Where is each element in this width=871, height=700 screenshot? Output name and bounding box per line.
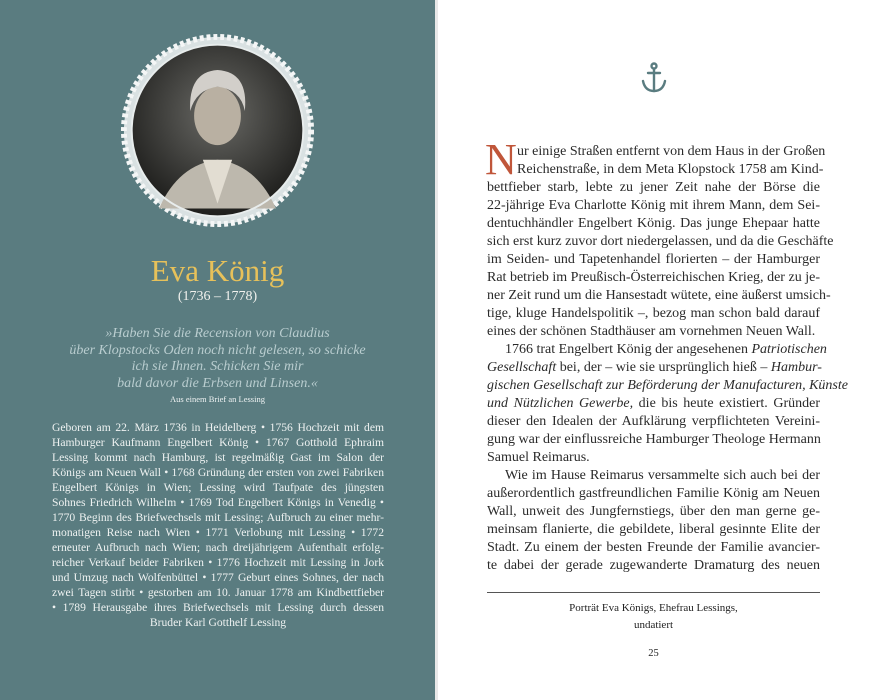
text: Wall, unweit des Jungfernstiegs, über den man gerne ge-: [487, 504, 820, 519]
body-line: [487, 521, 820, 539]
body-line: [487, 359, 820, 377]
body-line: [487, 467, 820, 485]
anchor-icon: [640, 62, 668, 94]
text: außerordentlich gastfreundlichen Familie König am Neuen: [487, 486, 820, 501]
text: dieser den Idealen der Aufklärung verpflichteten Vereini-: [487, 414, 820, 429]
bio-line: reicher Verkauf beider Fabriken • 1776 Hochzeit mit Lessing in Jork: [52, 556, 384, 569]
text: 22-jährige Eva Charlotte König mit ihrem Mann, dem Sei-: [487, 198, 820, 213]
italic-text: Hambur-: [770, 360, 822, 375]
quote-line: über Klopstocks Oden noch nicht gelesen, so schicke: [69, 342, 366, 358]
quote-line: »Haben Sie die Recension von Claudius: [105, 326, 330, 341]
body-line: [487, 341, 827, 359]
text: Wie im Hause Reimarus versammelte sich auch bei der: [505, 468, 820, 483]
body-line: [487, 431, 820, 449]
body-line: [487, 269, 820, 287]
text: meinsam flanierte, die gebildete, liberal gesinnte Elite der: [487, 522, 820, 537]
image-caption: [487, 600, 820, 634]
bio-line: und Umzug nach Wolfenbüttel • 1777 Geburt eines Sohnes, der nach: [52, 571, 384, 584]
text: tige, kluge Handelspolitik –, bezog man schon bald darauf: [487, 306, 820, 321]
bio-line: erneuter Aufbruch nach Wien; nach dreijährigem Aufenthalt erfolg-: [52, 541, 384, 554]
body-line: [487, 539, 820, 557]
italic-text: gischen Gesellschaft zur Beförderung der Manufacturen, Künste: [487, 378, 848, 393]
text: im Seiden- und Tapetenhandel florierten – der Hamburger: [487, 252, 820, 267]
caption-divider: [487, 592, 820, 593]
body-line: [487, 197, 820, 215]
body-line: [487, 413, 820, 431]
bio-line: 1770 Beginn des Briefwechsels mit Lessing; Aufbruch zu einer mehr-: [52, 511, 384, 524]
biography-timeline: [52, 420, 384, 630]
body-line: [487, 323, 820, 341]
quote-line: bald davor die Erbsen und Linsen.«: [117, 375, 318, 391]
text: eines der schönen Stadthäuser am vornehmen Neuen Wall.: [487, 324, 816, 339]
person-name: Eva König: [150, 253, 285, 288]
life-years: (1736 – 1778): [177, 289, 258, 304]
text: Reichenstraße, in dem Meta Klopstock 1758 am Kind-: [517, 162, 824, 177]
bio-line: monatigen Reise nach Wien • 1771 Verlobung mit Lessing • 1772: [52, 526, 384, 539]
body-line: [487, 161, 824, 179]
bio-line: Lessing kommt nach Hamburg, ist regelmäßig Gast im Salon der: [52, 451, 384, 464]
body-line: [487, 215, 820, 233]
body-line: [487, 305, 820, 323]
text: 1766 trat Engelbert König der angesehenen: [505, 342, 752, 357]
body-text: [485, 135, 848, 575]
body-line: [487, 233, 834, 251]
body-line: [487, 557, 820, 575]
text: te dabei der gerade zugewanderte Dramaturg des neuen: [487, 558, 820, 573]
body-line: [487, 287, 831, 305]
page-number: 25: [648, 648, 659, 659]
text: die bis heute existiert. Gründer: [633, 396, 820, 411]
italic-text: Patriotischen: [751, 342, 827, 357]
bio-line: Sohnes Friedrich Wilhelm • 1769 Tod Engelbert Königs in Venedig •: [52, 496, 384, 509]
bio-line: Engelbert Königs in Wien; Lessing wird Taufpate des jüngsten: [52, 481, 384, 494]
text: Samuel Reimarus.: [487, 450, 590, 465]
body-line: [487, 449, 820, 467]
text: Stadt. Zu einem der besten Freunde der Familie avancier-: [487, 540, 820, 555]
body-line: [487, 251, 820, 269]
bio-line: • 1789 Herausgabe ihres Briefwechsels mit Lessing durch dessen: [52, 601, 384, 614]
bio-line: Hamburger Kaufmann Engelbert König • 1767 Gotthold Ephraim: [52, 436, 384, 449]
body-line: [487, 503, 820, 521]
quote-source: Aus einem Brief an Lessing: [170, 394, 265, 404]
left-page: [0, 0, 435, 700]
body-line: [487, 377, 848, 395]
text: sich erst kurz zuvor dort niedergelassen, und da die Geschäfte: [487, 234, 834, 249]
text: ur einige Straßen entfernt von dem Haus in der Großen: [517, 144, 826, 159]
caption-line: undatiert: [633, 619, 674, 631]
bio-line: Geboren am 22. März 1736 in Heidelberg • 1756 Hochzeit mit dem: [52, 421, 384, 434]
quote-line: ich sie Ihnen. Schicken Sie mir: [131, 359, 304, 374]
bio-line: Königs am Neuen Wall • 1768 Gründung der ersten von zwei Fabriken: [52, 466, 384, 479]
text: bei, der – wie sie ursprünglich hieß –: [556, 360, 771, 375]
bio-line: zwei Tagen stirbt • gestorben am 10. Januar 1778 am Kindbettfieber: [52, 586, 384, 599]
portrait-image: [120, 33, 315, 228]
body-line: [487, 485, 820, 503]
text: ner Zeit rund um die Hansestadt wütete, eine äußerst umsich-: [487, 288, 831, 303]
text: gung war der einflussreiche Hamburger Theologe Hermann: [487, 432, 821, 447]
text: dentuchhändler Engelbert König. Das junge Ehepaar hatte: [487, 216, 820, 231]
body-line: [487, 395, 820, 413]
italic-text: Gesellschaft: [487, 360, 557, 375]
italic-text: und Nützlichen Gewerbe,: [487, 396, 634, 411]
quote: [0, 326, 435, 392]
text: Rat betrieb im Preußisch-Österreichischen Krieg, der zu je-: [487, 270, 820, 285]
caption-line: Porträt Eva Königs, Ehefrau Lessings,: [569, 602, 738, 614]
body-line: [487, 143, 826, 161]
bio-line: Bruder Karl Gotthelf Lessing: [149, 616, 287, 629]
text: bettfieber starb, lebte zu jener Zeit nahe der Börse die: [487, 180, 820, 195]
drop-cap: N: [485, 135, 517, 184]
body-line: [487, 179, 820, 197]
